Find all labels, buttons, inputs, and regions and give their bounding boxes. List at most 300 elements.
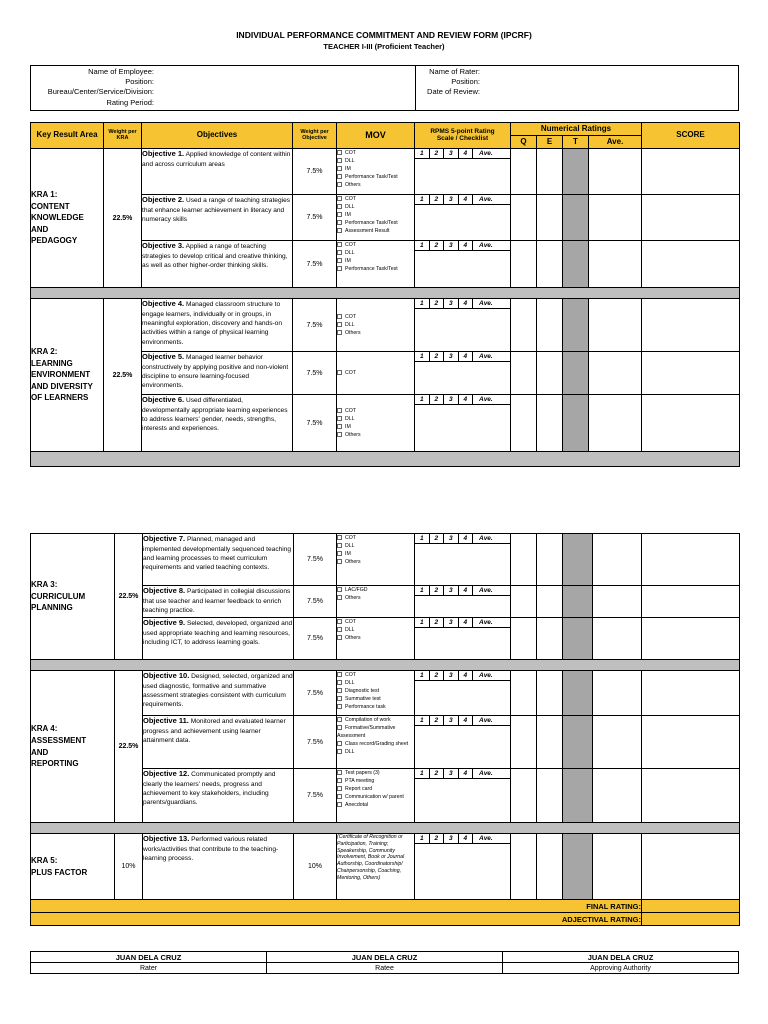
ave-rating-cell[interactable] xyxy=(589,352,642,395)
adjectival-rating-value[interactable] xyxy=(642,913,740,926)
rating-option[interactable]: 3 xyxy=(444,299,459,308)
rating-option[interactable]: 2 xyxy=(430,716,445,725)
rating-option[interactable]: 4 xyxy=(459,352,474,361)
checkbox-icon[interactable] xyxy=(337,627,342,632)
rating-option[interactable]: 4 xyxy=(459,241,474,250)
objective-row xyxy=(31,834,740,900)
mov-item[interactable] xyxy=(337,257,414,265)
t-rating-cell xyxy=(563,241,589,288)
rating-option[interactable]: 3 xyxy=(444,769,459,778)
rating-scale xyxy=(415,241,510,251)
mov-item[interactable] xyxy=(337,748,414,756)
mov-item[interactable] xyxy=(337,671,414,679)
rating-option[interactable]: 3 xyxy=(444,352,459,361)
final-rating-value[interactable] xyxy=(642,900,740,913)
rating-scale-cell[interactable] xyxy=(415,149,511,195)
objective-text: Selected, developed, organized and used appropriate teaching and learning resources, including ICT, to address learning goals. xyxy=(143,620,293,646)
q-rating-cell[interactable] xyxy=(511,586,537,618)
mov-item[interactable] xyxy=(337,211,414,219)
t-rating-cell xyxy=(563,299,589,352)
mov-item[interactable] xyxy=(337,626,414,634)
rating-option[interactable]: 3 xyxy=(444,534,459,543)
checkbox-icon[interactable] xyxy=(337,786,342,791)
checkbox-icon[interactable] xyxy=(337,250,342,255)
mov-item-label: Class record/Grading sheet xyxy=(345,741,409,748)
objective-cell xyxy=(142,352,293,395)
t-rating-cell xyxy=(563,586,593,618)
mov-item[interactable] xyxy=(337,165,414,173)
checkbox-icon[interactable] xyxy=(337,619,342,624)
rating-scale xyxy=(415,352,510,362)
checkbox-icon[interactable] xyxy=(337,370,342,375)
q-rating-cell[interactable] xyxy=(511,395,537,452)
mov-cell xyxy=(337,534,415,586)
checkbox-icon[interactable] xyxy=(337,432,342,437)
ipcrf-table-page1 xyxy=(30,122,740,467)
mov-item[interactable] xyxy=(337,785,414,793)
mov-cell xyxy=(337,299,415,352)
mov-item[interactable] xyxy=(337,550,414,558)
checkbox-icon[interactable] xyxy=(337,551,342,556)
mov-item[interactable] xyxy=(337,542,414,550)
checkbox-icon[interactable] xyxy=(337,408,342,413)
rating-option[interactable]: 4 xyxy=(459,716,474,725)
score-cell[interactable] xyxy=(642,299,740,352)
rating-scale-cell[interactable] xyxy=(415,241,511,288)
q-rating-cell[interactable] xyxy=(511,769,537,823)
rating-option[interactable]: 3 xyxy=(444,149,459,158)
objective-text: Communicated promptly and clearly the learners' needs, progress and achievement to key stakeholders, including parents/guardians. xyxy=(143,771,276,807)
mov-item-label: COT xyxy=(345,407,356,414)
mov-item[interactable] xyxy=(337,558,414,566)
rating-option[interactable]: 4 xyxy=(459,149,474,158)
mov-item-label: Others xyxy=(345,182,361,189)
rating-ave-label: Ave. xyxy=(479,353,493,360)
rating-option[interactable]: 4 xyxy=(459,834,474,843)
q-rating-cell[interactable] xyxy=(511,834,537,900)
checkbox-icon[interactable] xyxy=(337,680,342,685)
mov-item[interactable] xyxy=(337,149,414,157)
rating-option[interactable]: 4 xyxy=(459,586,474,595)
rating-option[interactable]: 1 xyxy=(415,834,430,843)
separator-row xyxy=(31,452,740,467)
objective-text: Managed classroom structure to engage learners, individually or in groups, in meaningful exploration, discovery and hands-on activities within a range of physical learning environments. xyxy=(142,301,283,346)
mov-item[interactable] xyxy=(337,769,414,777)
rating-option[interactable]: 2 xyxy=(430,834,445,843)
rating-option[interactable]: 1 xyxy=(415,716,430,725)
mov-item-label: Performance Task/Test xyxy=(345,266,398,273)
objective-weight: 10% xyxy=(294,834,337,900)
separator-cell xyxy=(31,660,740,671)
rating-scale xyxy=(415,716,510,726)
rating-scale-cell[interactable] xyxy=(415,834,511,900)
score-cell[interactable] xyxy=(642,241,740,288)
mov-item[interactable] xyxy=(337,740,414,748)
e-rating-cell[interactable] xyxy=(537,534,563,586)
rating-ave-label: Ave. xyxy=(479,196,493,203)
rating-option[interactable]: 4 xyxy=(459,195,474,204)
ave-rating-cell[interactable] xyxy=(589,195,642,241)
mov-item-label: Others xyxy=(345,595,361,602)
t-rating-cell xyxy=(563,195,589,241)
checkbox-icon[interactable] xyxy=(337,158,342,163)
e-rating-cell[interactable] xyxy=(537,769,563,823)
checkbox-icon[interactable] xyxy=(337,266,342,271)
mov-item-label: COT xyxy=(345,369,356,376)
rater-role: Rater xyxy=(31,963,267,974)
q-rating-cell[interactable] xyxy=(511,534,537,586)
e-rating-cell[interactable] xyxy=(537,671,563,716)
e-rating-cell[interactable] xyxy=(537,149,563,195)
rating-scale-cell[interactable] xyxy=(415,299,511,352)
rating-scale xyxy=(415,195,510,205)
rating-option[interactable]: 1 xyxy=(415,671,430,680)
rating-option[interactable]: 1 xyxy=(415,586,430,595)
mov-item[interactable] xyxy=(337,219,414,227)
rating-option[interactable]: 2 xyxy=(430,618,445,627)
q-rating-cell[interactable] xyxy=(511,352,537,395)
e-rating-cell[interactable] xyxy=(537,352,563,395)
signature-table xyxy=(30,951,739,974)
col-numerical-ratings: Numerical Ratings xyxy=(511,123,642,136)
e-rating-cell[interactable] xyxy=(537,834,563,900)
e-rating-cell[interactable] xyxy=(537,195,563,241)
mov-item[interactable] xyxy=(337,703,414,711)
mov-item-label: Performance task xyxy=(345,704,386,711)
objective-row xyxy=(31,534,740,586)
mov-item-label: IM xyxy=(345,424,351,430)
final-rating-row xyxy=(31,900,740,913)
checkbox-icon[interactable] xyxy=(337,672,342,677)
ave-rating-cell[interactable] xyxy=(593,716,642,769)
mov-item[interactable] xyxy=(337,249,414,257)
e-rating-cell[interactable] xyxy=(537,618,563,660)
rating-option[interactable]: 2 xyxy=(430,586,445,595)
objective-cell xyxy=(142,299,293,352)
mov-item[interactable] xyxy=(337,695,414,703)
checkbox-icon[interactable] xyxy=(337,543,342,548)
checkbox-icon[interactable] xyxy=(337,212,342,217)
score-cell[interactable] xyxy=(642,149,740,195)
e-rating-cell[interactable] xyxy=(537,395,563,452)
e-rating-cell[interactable] xyxy=(537,586,563,618)
t-rating-cell xyxy=(563,671,593,716)
score-cell[interactable] xyxy=(642,716,740,769)
t-rating-cell xyxy=(563,395,589,452)
mov-item[interactable] xyxy=(337,203,414,211)
checkbox-icon[interactable] xyxy=(337,725,342,730)
rating-option[interactable]: 2 xyxy=(430,241,445,250)
rating-option[interactable]: 2 xyxy=(430,769,445,778)
rating-option[interactable]: 2 xyxy=(430,534,445,543)
col-score: SCORE xyxy=(642,123,740,149)
rating-scale-cell[interactable] xyxy=(415,671,511,716)
mov-item[interactable] xyxy=(337,227,414,235)
checkbox-icon[interactable] xyxy=(337,559,342,564)
q-rating-cell[interactable] xyxy=(511,618,537,660)
checkbox-icon[interactable] xyxy=(337,174,342,179)
score-cell[interactable] xyxy=(642,352,740,395)
e-rating-cell[interactable] xyxy=(537,299,563,352)
mov-cell xyxy=(337,395,415,452)
mov-item[interactable] xyxy=(337,431,414,439)
objective-text: Participated in collegial discussions that use teacher and learner feedback to enrich teaching practice. xyxy=(143,588,291,614)
rating-option[interactable]: 3 xyxy=(444,586,459,595)
rating-ave-label: Ave. xyxy=(479,242,493,249)
rating-option[interactable]: 1 xyxy=(415,352,430,361)
col-t: T xyxy=(563,136,589,149)
mov-item-label: Performance Task/Test xyxy=(345,220,398,227)
form-subtitle: TEACHER I-III (Proficient Teacher) xyxy=(323,42,445,51)
mov-item[interactable] xyxy=(337,594,414,602)
rating-scale-cell[interactable] xyxy=(415,352,511,395)
rater-fields[interactable] xyxy=(482,67,736,97)
col-objectives: Objectives xyxy=(142,123,293,149)
score-cell[interactable] xyxy=(642,534,740,586)
separator-cell xyxy=(31,288,740,299)
e-rating-cell[interactable] xyxy=(537,241,563,288)
q-rating-cell[interactable] xyxy=(511,671,537,716)
objective-label: Objective 12. xyxy=(143,769,190,778)
checkbox-icon[interactable] xyxy=(337,182,342,187)
rating-option[interactable]: 1 xyxy=(415,149,430,158)
employee-fields[interactable] xyxy=(156,67,412,107)
mov-item[interactable] xyxy=(337,586,414,594)
mov-cell xyxy=(337,586,415,618)
kra-name: KRA 4: ASSESSMENT AND REPORTING xyxy=(31,671,115,823)
checkbox-icon[interactable] xyxy=(337,794,342,799)
mov-item[interactable] xyxy=(337,173,414,181)
checkbox-icon[interactable] xyxy=(337,196,342,201)
checkbox-icon[interactable] xyxy=(337,150,342,155)
rating-option[interactable]: 2 xyxy=(430,352,445,361)
checkbox-icon[interactable] xyxy=(337,204,342,209)
checkbox-icon[interactable] xyxy=(337,535,342,540)
t-rating-cell xyxy=(563,834,593,900)
checkbox-icon[interactable] xyxy=(337,220,342,225)
mov-item[interactable] xyxy=(337,369,414,377)
mov-item[interactable] xyxy=(337,313,414,321)
q-rating-cell[interactable] xyxy=(511,241,537,288)
objective-text: Managed learner behavior constructively by applying positive and non-violent discipline to ensure learning-focused environments. xyxy=(142,354,289,390)
ave-rating-cell[interactable] xyxy=(593,618,642,660)
checkbox-icon[interactable] xyxy=(337,802,342,807)
checkbox-icon[interactable] xyxy=(337,587,342,592)
objective-label: Objective 4. xyxy=(142,299,185,308)
separator-cell xyxy=(31,823,740,834)
ave-rating-cell[interactable] xyxy=(589,395,642,452)
rating-option[interactable]: 4 xyxy=(459,671,474,680)
checkbox-icon[interactable] xyxy=(337,242,342,247)
objective-label: Objective 3. xyxy=(142,241,185,250)
ave-rating-cell[interactable] xyxy=(593,671,642,716)
q-rating-cell[interactable] xyxy=(511,299,537,352)
mov-item[interactable] xyxy=(337,265,414,273)
mov-item[interactable] xyxy=(337,534,414,542)
mov-cell xyxy=(337,769,415,823)
mov-item-label: Formative/Summative Assessment xyxy=(337,725,396,740)
mov-item[interactable] xyxy=(337,329,414,337)
mov-item[interactable] xyxy=(337,687,414,695)
checkbox-icon[interactable] xyxy=(337,314,342,319)
mov-item[interactable] xyxy=(337,407,414,415)
rating-scale-cell[interactable] xyxy=(415,769,511,823)
e-rating-cell[interactable] xyxy=(537,716,563,769)
objective-label: Objective 13. xyxy=(143,834,190,843)
ave-rating-cell[interactable] xyxy=(589,241,642,288)
mov-item-label: COT xyxy=(345,313,356,320)
rating-option[interactable]: 3 xyxy=(444,671,459,680)
mov-item-label: Performance Task/Test xyxy=(345,174,398,181)
rating-option[interactable]: 3 xyxy=(444,195,459,204)
mov-item-label: Report card xyxy=(345,786,373,793)
mov-item[interactable] xyxy=(337,801,414,809)
q-rating-cell[interactable] xyxy=(511,716,537,769)
q-rating-cell[interactable] xyxy=(511,195,537,241)
checkbox-icon[interactable] xyxy=(337,704,342,709)
rating-option[interactable]: 2 xyxy=(430,149,445,158)
rating-ave-label: Ave. xyxy=(479,396,493,403)
ave-rating-cell[interactable] xyxy=(589,149,642,195)
t-rating-cell xyxy=(563,534,593,586)
t-rating-cell xyxy=(563,769,593,823)
kra-weight: 22.5% xyxy=(115,534,143,660)
rating-option[interactable]: 3 xyxy=(444,395,459,404)
mov-item[interactable] xyxy=(337,634,414,642)
objective-text: Designed, selected, organized and used diagnostic, formative and summative assessment strategies consistent with curriculum requirements. xyxy=(143,673,293,709)
mov-item[interactable] xyxy=(337,679,414,687)
rating-option[interactable]: 4 xyxy=(459,299,474,308)
mov-item[interactable] xyxy=(337,423,414,431)
ave-rating-cell[interactable] xyxy=(593,534,642,586)
mov-item[interactable] xyxy=(337,777,414,785)
score-cell[interactable] xyxy=(642,395,740,452)
objective-label: Objective 11. xyxy=(143,716,189,725)
checkbox-icon[interactable] xyxy=(337,635,342,640)
rating-option[interactable]: 3 xyxy=(444,618,459,627)
mov-item[interactable] xyxy=(337,181,414,189)
col-ave: Ave. xyxy=(589,136,642,149)
mov-item[interactable] xyxy=(337,195,414,203)
rater-name-label: Name of Rater: xyxy=(429,67,480,76)
checkbox-icon[interactable] xyxy=(337,717,342,722)
checkbox-icon[interactable] xyxy=(337,770,342,775)
mov-item-label: PTA meeting xyxy=(345,778,375,785)
rating-scale-cell[interactable] xyxy=(415,716,511,769)
score-cell[interactable] xyxy=(642,834,740,900)
mov-item[interactable] xyxy=(337,793,414,801)
rating-option[interactable]: 3 xyxy=(444,241,459,250)
rating-option[interactable]: 3 xyxy=(444,834,459,843)
score-cell[interactable] xyxy=(642,618,740,660)
checkbox-icon[interactable] xyxy=(337,258,342,263)
rating-scale-cell[interactable] xyxy=(415,618,511,660)
objective-weight: 7.5% xyxy=(293,395,337,452)
checkbox-icon[interactable] xyxy=(337,416,342,421)
rating-option[interactable]: 1 xyxy=(415,618,430,627)
score-cell[interactable] xyxy=(642,586,740,618)
rating-option[interactable]: 4 xyxy=(459,769,474,778)
mov-item[interactable] xyxy=(337,415,414,423)
rating-option[interactable]: 2 xyxy=(430,195,445,204)
rating-period-label: Rating Period: xyxy=(106,98,154,107)
kra-name: KRA 1: CONTENT KNOWLEDGE AND PEDAGOGY xyxy=(31,149,104,288)
rating-option[interactable]: 1 xyxy=(415,395,430,404)
checkbox-icon[interactable] xyxy=(337,696,342,701)
checkbox-icon[interactable] xyxy=(337,749,342,754)
ave-rating-cell[interactable] xyxy=(589,299,642,352)
mov-item[interactable] xyxy=(337,724,414,740)
rating-ave-label: Ave. xyxy=(479,619,493,626)
checkbox-icon[interactable] xyxy=(337,166,342,171)
ave-rating-cell[interactable] xyxy=(593,834,642,900)
checkbox-icon[interactable] xyxy=(337,595,342,600)
rating-option[interactable]: 4 xyxy=(459,534,474,543)
checkbox-icon[interactable] xyxy=(337,778,342,783)
score-cell[interactable] xyxy=(642,769,740,823)
checkbox-icon[interactable] xyxy=(337,228,342,233)
mov-item[interactable] xyxy=(337,157,414,165)
rating-ave-label: Ave. xyxy=(479,672,493,679)
objective-text: Used differentiated, developmentally appropriate learning experiences to address learners' gender, needs, strengths, interests and experiences. xyxy=(142,397,288,433)
score-cell[interactable] xyxy=(642,671,740,716)
rating-option[interactable]: 1 xyxy=(415,769,430,778)
objective-cell xyxy=(142,195,293,241)
rating-option[interactable]: 4 xyxy=(459,395,474,404)
rating-option[interactable]: 4 xyxy=(459,618,474,627)
rating-scale-cell[interactable] xyxy=(415,195,511,241)
rating-option[interactable]: 1 xyxy=(415,195,430,204)
score-cell[interactable] xyxy=(642,195,740,241)
rating-option[interactable]: 1 xyxy=(415,241,430,250)
rating-option[interactable]: 2 xyxy=(430,299,445,308)
info-divider xyxy=(415,66,416,110)
mov-item[interactable] xyxy=(337,241,414,249)
checkbox-icon[interactable] xyxy=(337,322,342,327)
ave-rating-cell[interactable] xyxy=(593,586,642,618)
objective-row xyxy=(31,149,740,195)
approver-role: Approving Authority xyxy=(503,963,739,974)
kra-weight: 22.5% xyxy=(104,149,142,288)
rating-option[interactable]: 2 xyxy=(430,671,445,680)
objective-weight: 7.5% xyxy=(294,618,337,660)
rating-option[interactable]: 3 xyxy=(444,716,459,725)
mov-item-label: IM xyxy=(345,551,351,558)
rating-option[interactable]: 2 xyxy=(430,395,445,404)
mov-item-label: Others xyxy=(345,635,361,642)
checkbox-icon[interactable] xyxy=(337,424,342,429)
q-rating-cell[interactable] xyxy=(511,149,537,195)
rating-option[interactable]: 1 xyxy=(415,534,430,543)
rating-ave-label: Ave. xyxy=(479,300,493,307)
mov-item[interactable] xyxy=(337,321,414,329)
mov-item-label: DLL xyxy=(345,627,355,634)
mov-item[interactable] xyxy=(337,716,414,724)
checkbox-icon[interactable] xyxy=(337,741,342,746)
ipcrf-table-page2 xyxy=(30,533,740,926)
checkbox-icon[interactable] xyxy=(337,330,342,335)
objective-weight: 7.5% xyxy=(293,241,337,288)
rating-scale-cell[interactable] xyxy=(415,395,511,452)
checkbox-icon[interactable] xyxy=(337,688,342,693)
rating-scale-cell[interactable] xyxy=(415,586,511,618)
rating-option[interactable]: 1 xyxy=(415,299,430,308)
rating-scale-cell[interactable] xyxy=(415,534,511,586)
ave-rating-cell[interactable] xyxy=(593,769,642,823)
mov-cell xyxy=(337,618,415,660)
mov-item[interactable] xyxy=(337,618,414,626)
objective-cell xyxy=(143,671,294,716)
